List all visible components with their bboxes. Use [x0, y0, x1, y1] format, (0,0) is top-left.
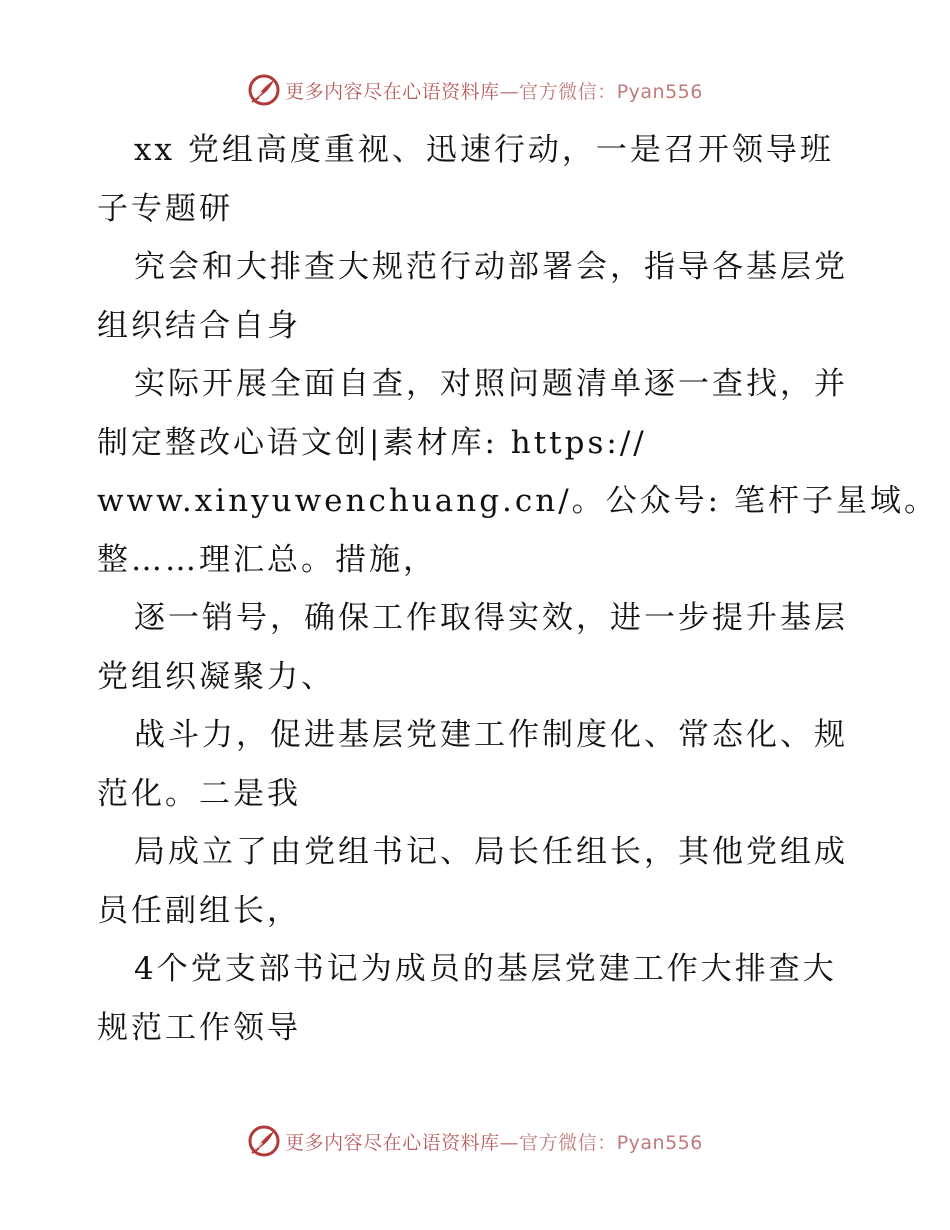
- footer-watermark: [0, 1121, 950, 1161]
- body-line: 规范工作领导: [97, 1009, 301, 1046]
- watermark-contact-label: 官方微信：: [519, 80, 617, 103]
- body-line: 员任副组长，: [97, 892, 301, 929]
- quill-pen-logo-icon: [247, 73, 281, 107]
- body-line: 整……理汇总。措施，: [97, 541, 437, 578]
- body-line: 党组织凝聚力、: [97, 658, 335, 695]
- watermark-text: [285, 77, 703, 104]
- body-line: xx 党组高度重视、迅速行动，一是召开领导班: [134, 132, 834, 168]
- body-line: 子专题研: [97, 190, 233, 227]
- body-line: 究会和大排查大规范行动部署会，指导各基层党: [134, 249, 848, 285]
- watermark-contact-label: 官方微信：: [519, 1131, 617, 1154]
- watermark-contact-id: Pyan556: [616, 1131, 703, 1154]
- body-line: 4个党支部书记为成员的基层党建工作大排查大: [134, 951, 837, 987]
- body-line: 实际开展全面自查，对照问题清单逐一查找，并: [134, 366, 848, 402]
- quill-pen-logo-icon: [247, 1124, 281, 1158]
- watermark-separator: —: [499, 1131, 520, 1154]
- header-watermark: [0, 70, 950, 110]
- watermark-separator: —: [499, 80, 520, 103]
- watermark-contact-id: Pyan556: [616, 80, 703, 103]
- body-line: 范化。二是我: [97, 775, 301, 812]
- body-line: 局成立了由党组书记、局长任组长，其他党组成: [134, 834, 848, 870]
- body-line: 制定整改心语文创|素材库: https://: [97, 424, 647, 461]
- body-line: www.xinyuwenchuang.cn/。公众号: 笔杆子星域。: [97, 483, 938, 519]
- body-line: 逐一销号，确保工作取得实效，进一步提升基层: [134, 600, 848, 636]
- document-body: [97, 121, 938, 1057]
- watermark-text: [285, 1128, 703, 1155]
- watermark-main-text: 更多内容尽在心语资料库: [285, 1131, 500, 1154]
- body-line: 战斗力，促进基层党建工作制度化、常态化、规: [134, 717, 848, 753]
- body-line: 组织结合自身: [97, 307, 301, 344]
- watermark-main-text: 更多内容尽在心语资料库: [285, 80, 500, 103]
